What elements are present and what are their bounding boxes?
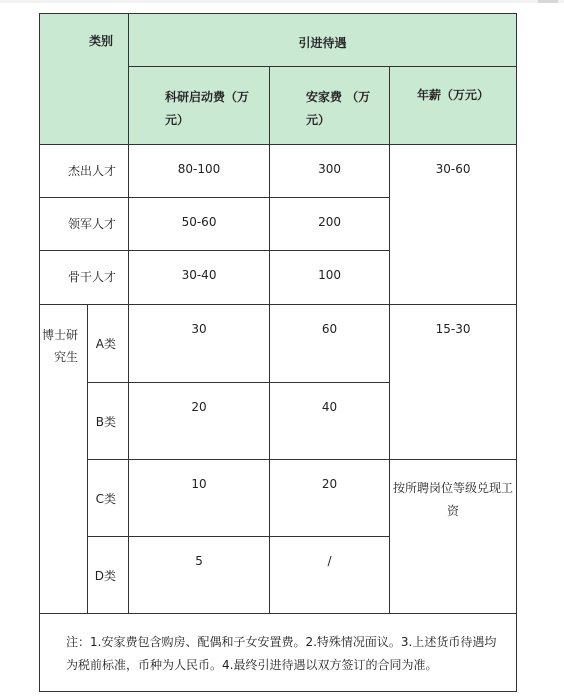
housing-fee-value: 100 xyxy=(270,251,390,305)
phd-class-label: B类 xyxy=(88,383,129,460)
scroll-cap xyxy=(538,0,558,3)
housing-fee-value: 200 xyxy=(270,198,390,251)
phd-class-label: D类 xyxy=(88,537,129,614)
housing-fee-value: 300 xyxy=(270,145,390,198)
research-fund-value: 20 xyxy=(129,383,270,460)
table-footnote: 注：1.安家费包含购房、配偶和子女安置费。2.特殊情况面议。3.上述货币待遇均为税前标准，币种为人民币。4.最终引进待遇以双方签订的合同为准。 xyxy=(40,614,517,692)
research-fund-value: 5 xyxy=(129,537,270,614)
phd-class-label: C类 xyxy=(88,460,129,537)
research-fund-value: 30 xyxy=(129,305,270,383)
header-treatment: 引进待遇 xyxy=(129,14,517,67)
phd-salary-ab-value: 15-30 xyxy=(390,305,517,460)
housing-fee-value: 60 xyxy=(270,305,390,383)
table-row xyxy=(40,305,517,383)
talent-label: 领军人才 xyxy=(40,198,129,251)
table-row xyxy=(40,145,517,198)
header-research-fund: 科研启动费（万元） xyxy=(129,67,270,145)
phd-class-label: A类 xyxy=(88,305,129,383)
page-top-strip xyxy=(0,0,564,3)
header-housing-fee: 安家费 （万元） xyxy=(270,67,390,145)
header-annual-salary: 年薪（万元） xyxy=(390,67,517,145)
header-category: 类别 xyxy=(40,14,129,145)
housing-fee-value: / xyxy=(270,537,390,614)
research-fund-value: 10 xyxy=(129,460,270,537)
talent-label: 杰出人才 xyxy=(40,145,129,198)
table-row xyxy=(40,460,517,537)
phd-salary-cd-value: 按所聘岗位等级兑现工资 xyxy=(390,460,517,614)
research-fund-value: 80-100 xyxy=(129,145,270,198)
phd-label: 博士研究生 xyxy=(40,305,88,614)
talent-salary-value: 30-60 xyxy=(390,145,517,305)
housing-fee-value: 20 xyxy=(270,460,390,537)
talent-treatment-table xyxy=(39,13,517,692)
research-fund-value: 30-40 xyxy=(129,251,270,305)
talent-label: 骨干人才 xyxy=(40,251,129,305)
housing-fee-value: 40 xyxy=(270,383,390,460)
research-fund-value: 50-60 xyxy=(129,198,270,251)
